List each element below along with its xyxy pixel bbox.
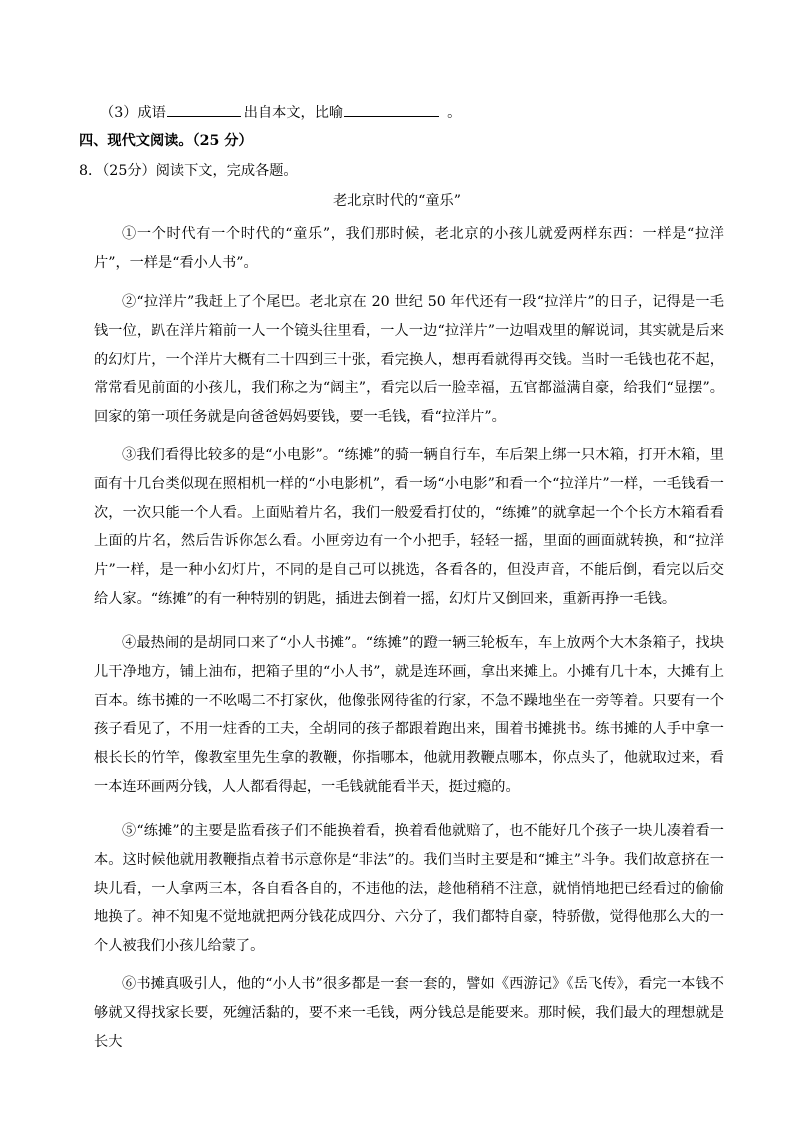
article-paragraph-6: ⑥书摊真吸引人，他的“小人书”很多都是一套一套的，譬如《西游记》《岳飞传》，看完一本钱不够就又得找家长要，死缠活黏的，要不来一毛钱，两分钱总是能要来。那时候，我们最大的理想就是长大 xyxy=(94,976,724,1050)
section-heading: 四、现代文阅读。（25 分） xyxy=(79,133,253,149)
question-3-line xyxy=(100,101,461,123)
question-3-prefix: （3）成语 xyxy=(100,105,166,121)
article-paragraph-1: ①一个时代有一个时代的“童乐”，我们那时候，老北京的小孩儿就爱两样东西：一样是“拉洋片”，一样是“看小人书”。 xyxy=(94,226,724,271)
question-3-middle: 出自本文，比喻 xyxy=(243,105,344,121)
article-paragraph-4: ④最热闹的是胡同口来了“小人书摊”。“练摊”的蹬一辆三轮板车，车上放两个大木条箱子，找块儿干净地方，铺上油布，把箱子里的“小人书”，就是连环画，拿出来摊上。小摊有几十本，大摊有上百本。练书摊的一不吆喝二不打家伙，他像张网待雀的行家，不急不躁地坐在一旁等着。只要有一个孩子看见了，不用一炷香的工夫，全胡同的孩子都跟着跑出来，围着书摊挑书。练书摊的人手中拿一根长长的竹竿，像教室里先生拿的教鞭，你指哪本，他就用教鞭点哪本，你点头了，他就取过来，看一本连环画两分钱，人人都看得起，一毛钱就能看半天，挺过瘾的。 xyxy=(94,635,724,795)
question-3-end: 。 xyxy=(447,105,462,121)
article-title: 老北京时代的“童乐” xyxy=(332,193,461,209)
meaning-answer-blank[interactable] xyxy=(344,101,439,117)
article-paragraph-2: ②“拉洋片”我赶上了个尾巴。老北京在 20 世纪 50 年代还有一段“拉洋片”的日子，记得是一毛钱一位，趴在洋片箱前一人一个镜头往里看，一人一边“拉洋片”一边唱戏里的解说词，其实就是后来的幻灯片，一个洋片大概有二十四到三十张，看完换人，想再看就得再交钱。当时一毛钱也花不起，常常看见前面的小孩儿，我们称之为“阔主”，看完以后一脸幸福，五官都溢满自豪，给我们“显摆”。回家的第一项任务就是向爸爸妈妈要钱，要一毛钱，看“拉洋片”。 xyxy=(94,294,724,426)
article-paragraph-3: ③我们看得比较多的是“小电影”。“练摊”的骑一辆自行车，车后架上绑一只木箱，打开木箱，里面有十几台类似现在照相机一样的“小电影机”，看一场“小电影”和看一个“拉洋片”一样，一毛钱看一次，一次只能一个人看。上面贴着片名，我们一般爱看打仗的，“练摊”的就拿起一个个长方木箱看看上面的片名，然后告诉你怎么看。小匣旁边有一个小把手，轻轻一摇，里面的画面就转换，和“拉洋片”一样，是一种小幻灯片，不同的是自己可以挑选，各看各的，但没声音，不能后倒，看完以后交给人家。“练摊”的有一种特别的钥匙，插进去倒着一摇，幻灯片又倒回来，重新再挣一毛钱。 xyxy=(94,447,724,607)
question-8-instruction: 8．（25分）阅读下文，完成各题。 xyxy=(79,163,298,179)
article-paragraph-5: ⑤“练摊”的主要是监看孩子们不能换着看，换着看他就赔了，也不能好几个孩子一块儿凑着看一本。这时候他就用教鞭指点着书示意你是“非法”的。我们当时主要是和“摊主”斗争。我们故意挤在一块儿看，一人拿两三本，各自看各自的，不违他的法，趁他稍稍不注意，就悄悄地把已经看过的偷偷地换了。神不知鬼不觉地就把两分钱花成四分、六分了，我们都特自豪，特骄傲，觉得他那么大的一个人被我们小孩儿给蒙了。 xyxy=(94,823,724,955)
idiom-answer-blank[interactable] xyxy=(167,101,241,117)
